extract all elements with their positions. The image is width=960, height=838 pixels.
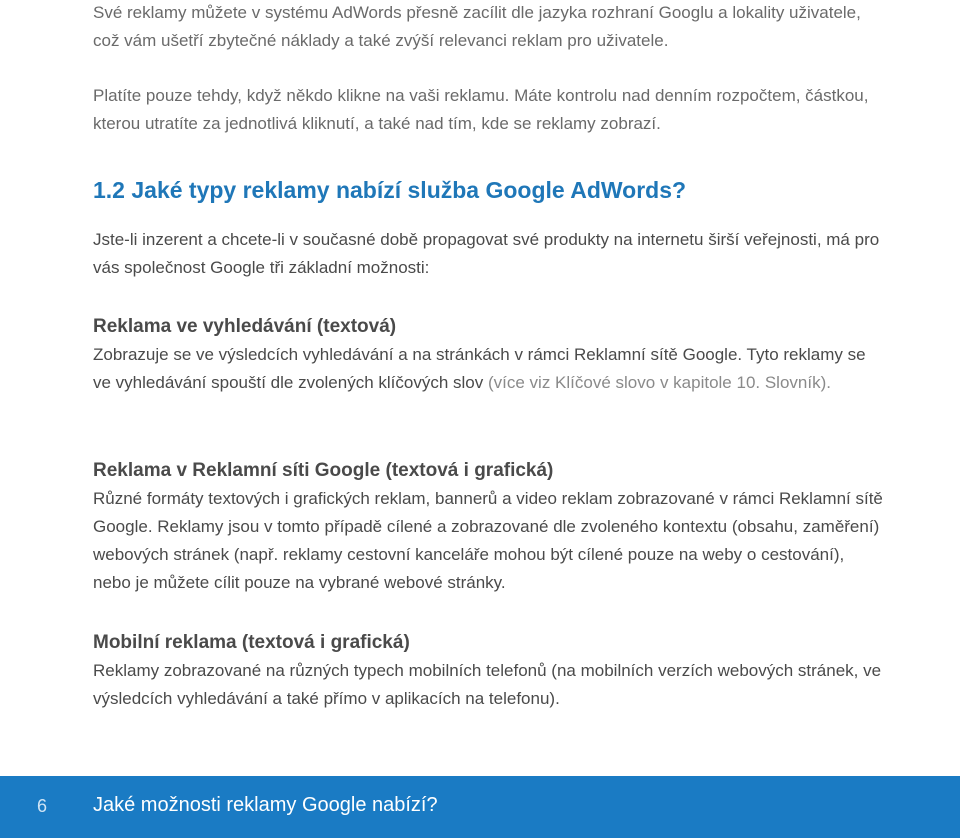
display-ads-text: Různé formáty textových i grafických reklam, bannerů a video reklam zobrazované v rámci Reklamní sítě Google. Reklamy jsou v tomto případě cílené a zobrazované dle zvoleného kontextu (obsahu, zaměření) webových stránek (např. reklamy cestovní kanceláře mohou být cílené pouze na weby o cestování), nebo je můžete cílit pouze na vybrané webové stránky.: [93, 489, 883, 592]
search-ads-heading: Reklama ve vyhledávání (textová): [93, 316, 397, 337]
search-ads-block: [93, 313, 883, 397]
display-ads-heading: Reklama v Reklamní síti Google (textová i grafická): [93, 460, 554, 481]
search-ads-description: Zobrazuje se ve výsledcích vyhledávání a na stránkách v rámci Reklamní sítě Google. Tyto reklamy se ve vyhledávání spouští dle zvolených klíčových slov: [93, 345, 866, 392]
mobile-ads-text: Reklamy zobrazované na různých typech mobilních telefonů (na mobilních verzích webových stránek, ve výsledcích vyhledávání a také přímo v aplikacích na telefonu).: [93, 661, 882, 708]
page-number: 6: [37, 796, 48, 816]
footer-chapter-title: Jaké možnosti reklamy Google nabízí?: [93, 794, 438, 816]
search-ads-text: [93, 341, 883, 397]
search-ads-note: (více viz Klíčové slovo v kapitole 10. Slovník).: [488, 373, 831, 392]
mobile-ads-block: [93, 629, 883, 713]
section-intro: Jste-li inzerent a chcete-li v současné době propagovat své produkty na internetu širší veřejnosti, má pro vás společnost Google tři základní možnosti:: [93, 230, 880, 277]
intro-paragraph-payment: Platíte pouze tehdy, když někdo klikne na vaši reklamu. Máte kontrolu nad denním rozpočtem, částkou, kterou utratíte za jednotlivá kliknutí, a také nad tím, kde se reklamy zobrazí.: [93, 86, 869, 133]
page-footer: [0, 776, 960, 838]
display-ads-block: [93, 457, 883, 597]
intro-paragraph-targeting: Své reklamy můžete v systému AdWords přesně zacílit dle jazyka rozhraní Googlu a lokality uživatele, což vám ušetří zbytečné náklady a také zvýší relevanci reklam pro uživatele.: [93, 3, 861, 50]
mobile-ads-heading: Mobilní reklama (textová i grafická): [93, 632, 410, 653]
section-title: 1.2 Jaké typy reklamy nabízí služba Google AdWords?: [93, 177, 687, 203]
